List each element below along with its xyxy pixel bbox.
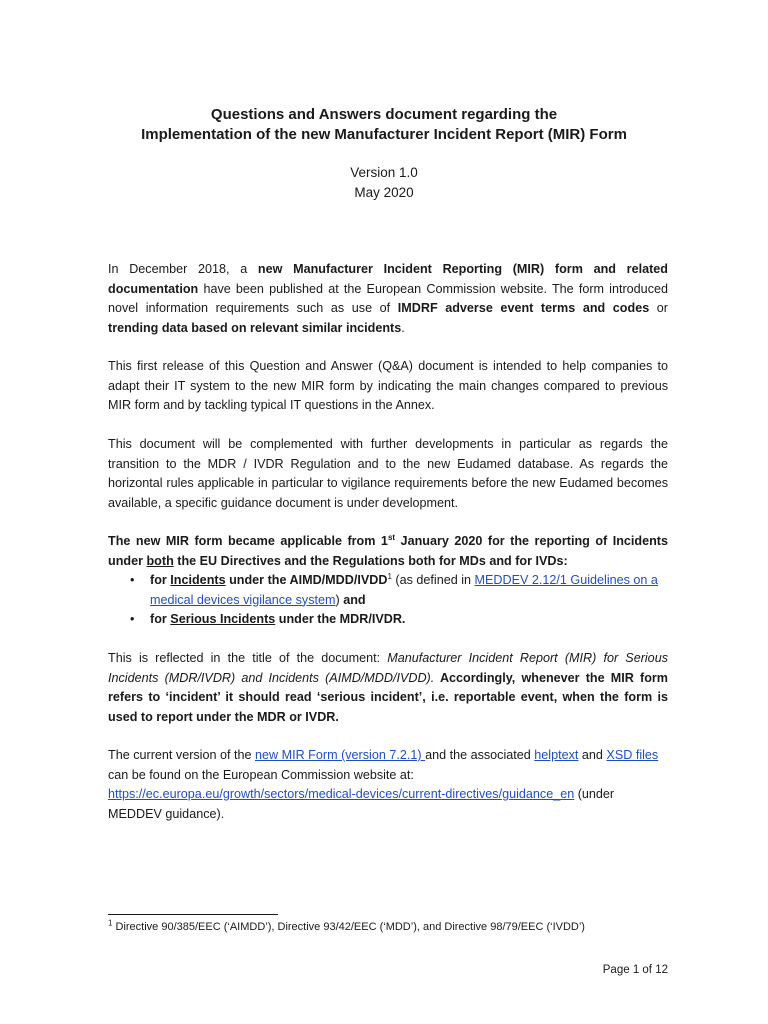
applicability-paragraph: The new MIR form became applicable from 1st January 2020 for the reporting of Incidents under both the EU Directives and the Regulations both for MDs and for IVDs: [108, 532, 668, 568]
document-title-line-1: Questions and Answers document regarding the [210, 106, 558, 123]
list-item: • for Incidents under the AIMD/MDD/IVDD$^1$ (as defined in MEDDEV 2.12/1 Guidelines on a medical devices vigilance system) and [130, 571, 658, 607]
page-number: Page 1 of 12 [602, 964, 668, 976]
list-item: • for Serious Incidents under the MDR/IVDR. [108, 610, 668, 630]
footnote: $^1$ Directive 90/385/EEC (‘AIMDD’), Directive 93/42/EEC (‘MDD’), and Directive 98/79/EEC (‘IVDD’) [108, 918, 585, 933]
current-version-paragraph: The current version of the new MIR Form (version 7.2.1) and the associated helptext and XSD files can be found on the European Commission website at: https://ec.europa.eu/growth/sectors/medical-devices/current-directives/guidance_en (under MEDDEV guidance). [108, 748, 659, 821]
helptext-link[interactable]: helptext [534, 748, 579, 762]
intro-paragraph: In December 2018, a new Manufacturer Incident Reporting (MIR) form and related documentation have been published at the European Commission website. The form introduced novel information requirements such as use of IMDRF adverse event terms and codes or trending data based on relevant similar incidents. [108, 262, 668, 335]
xsd-files-link[interactable]: XSD files [606, 748, 659, 762]
bullet-icon: • [130, 573, 135, 587]
mir-form-link[interactable]: new MIR Form (version 7.2.1) [255, 748, 426, 762]
title-reflection-paragraph: This is reflected in the title of the document: Manufacturer Incident Report (MIR) for Serious Incidents (MDR/IVDR) and Incidents (AIMD/MDD/IVDD). Accordingly, whenever the MIR form refers to ‘incident’ it should read ‘serious incident’, i.e. reportable event, when the form is used to report under the MDR or IVDR. [108, 651, 668, 724]
qa-purpose-paragraph: This first release of this Question and Answer (Q&A) document is intended to help companies to adapt their IT system to the new MIR form by indicating the main changes compared to previous MIR form and by tackling typical IT questions in the Annex. [108, 359, 668, 412]
scope-bullet-list [108, 571, 668, 630]
complement-paragraph: This document will be complemented with further developments in particular as regards the transition to the MDR / IVDR Regulation and to the new Eudamed database. As regards the horizontal rules applicable in particular to vigilance requirements before the new Eudamed becomes available, a specific guidance document is under development. [108, 437, 668, 510]
bullet-icon: • [130, 612, 135, 626]
commission-guidance-url-link[interactable]: https://ec.europa.eu/growth/sectors/medical-devices/current-directives/guidance_en [108, 787, 575, 801]
date-label: May 2020 [354, 185, 414, 200]
meddev-guidelines-link[interactable]: MEDDEV 2.12/1 Guidelines on a medical devices vigilance system [150, 573, 658, 607]
footnote-separator [108, 914, 278, 915]
footnote-reference[interactable]: 1 [387, 571, 392, 581]
version-label: Version 1.0 [350, 165, 418, 180]
document-title-line-2: Implementation of the new Manufacturer Incident Report (MIR) Form [141, 126, 627, 143]
